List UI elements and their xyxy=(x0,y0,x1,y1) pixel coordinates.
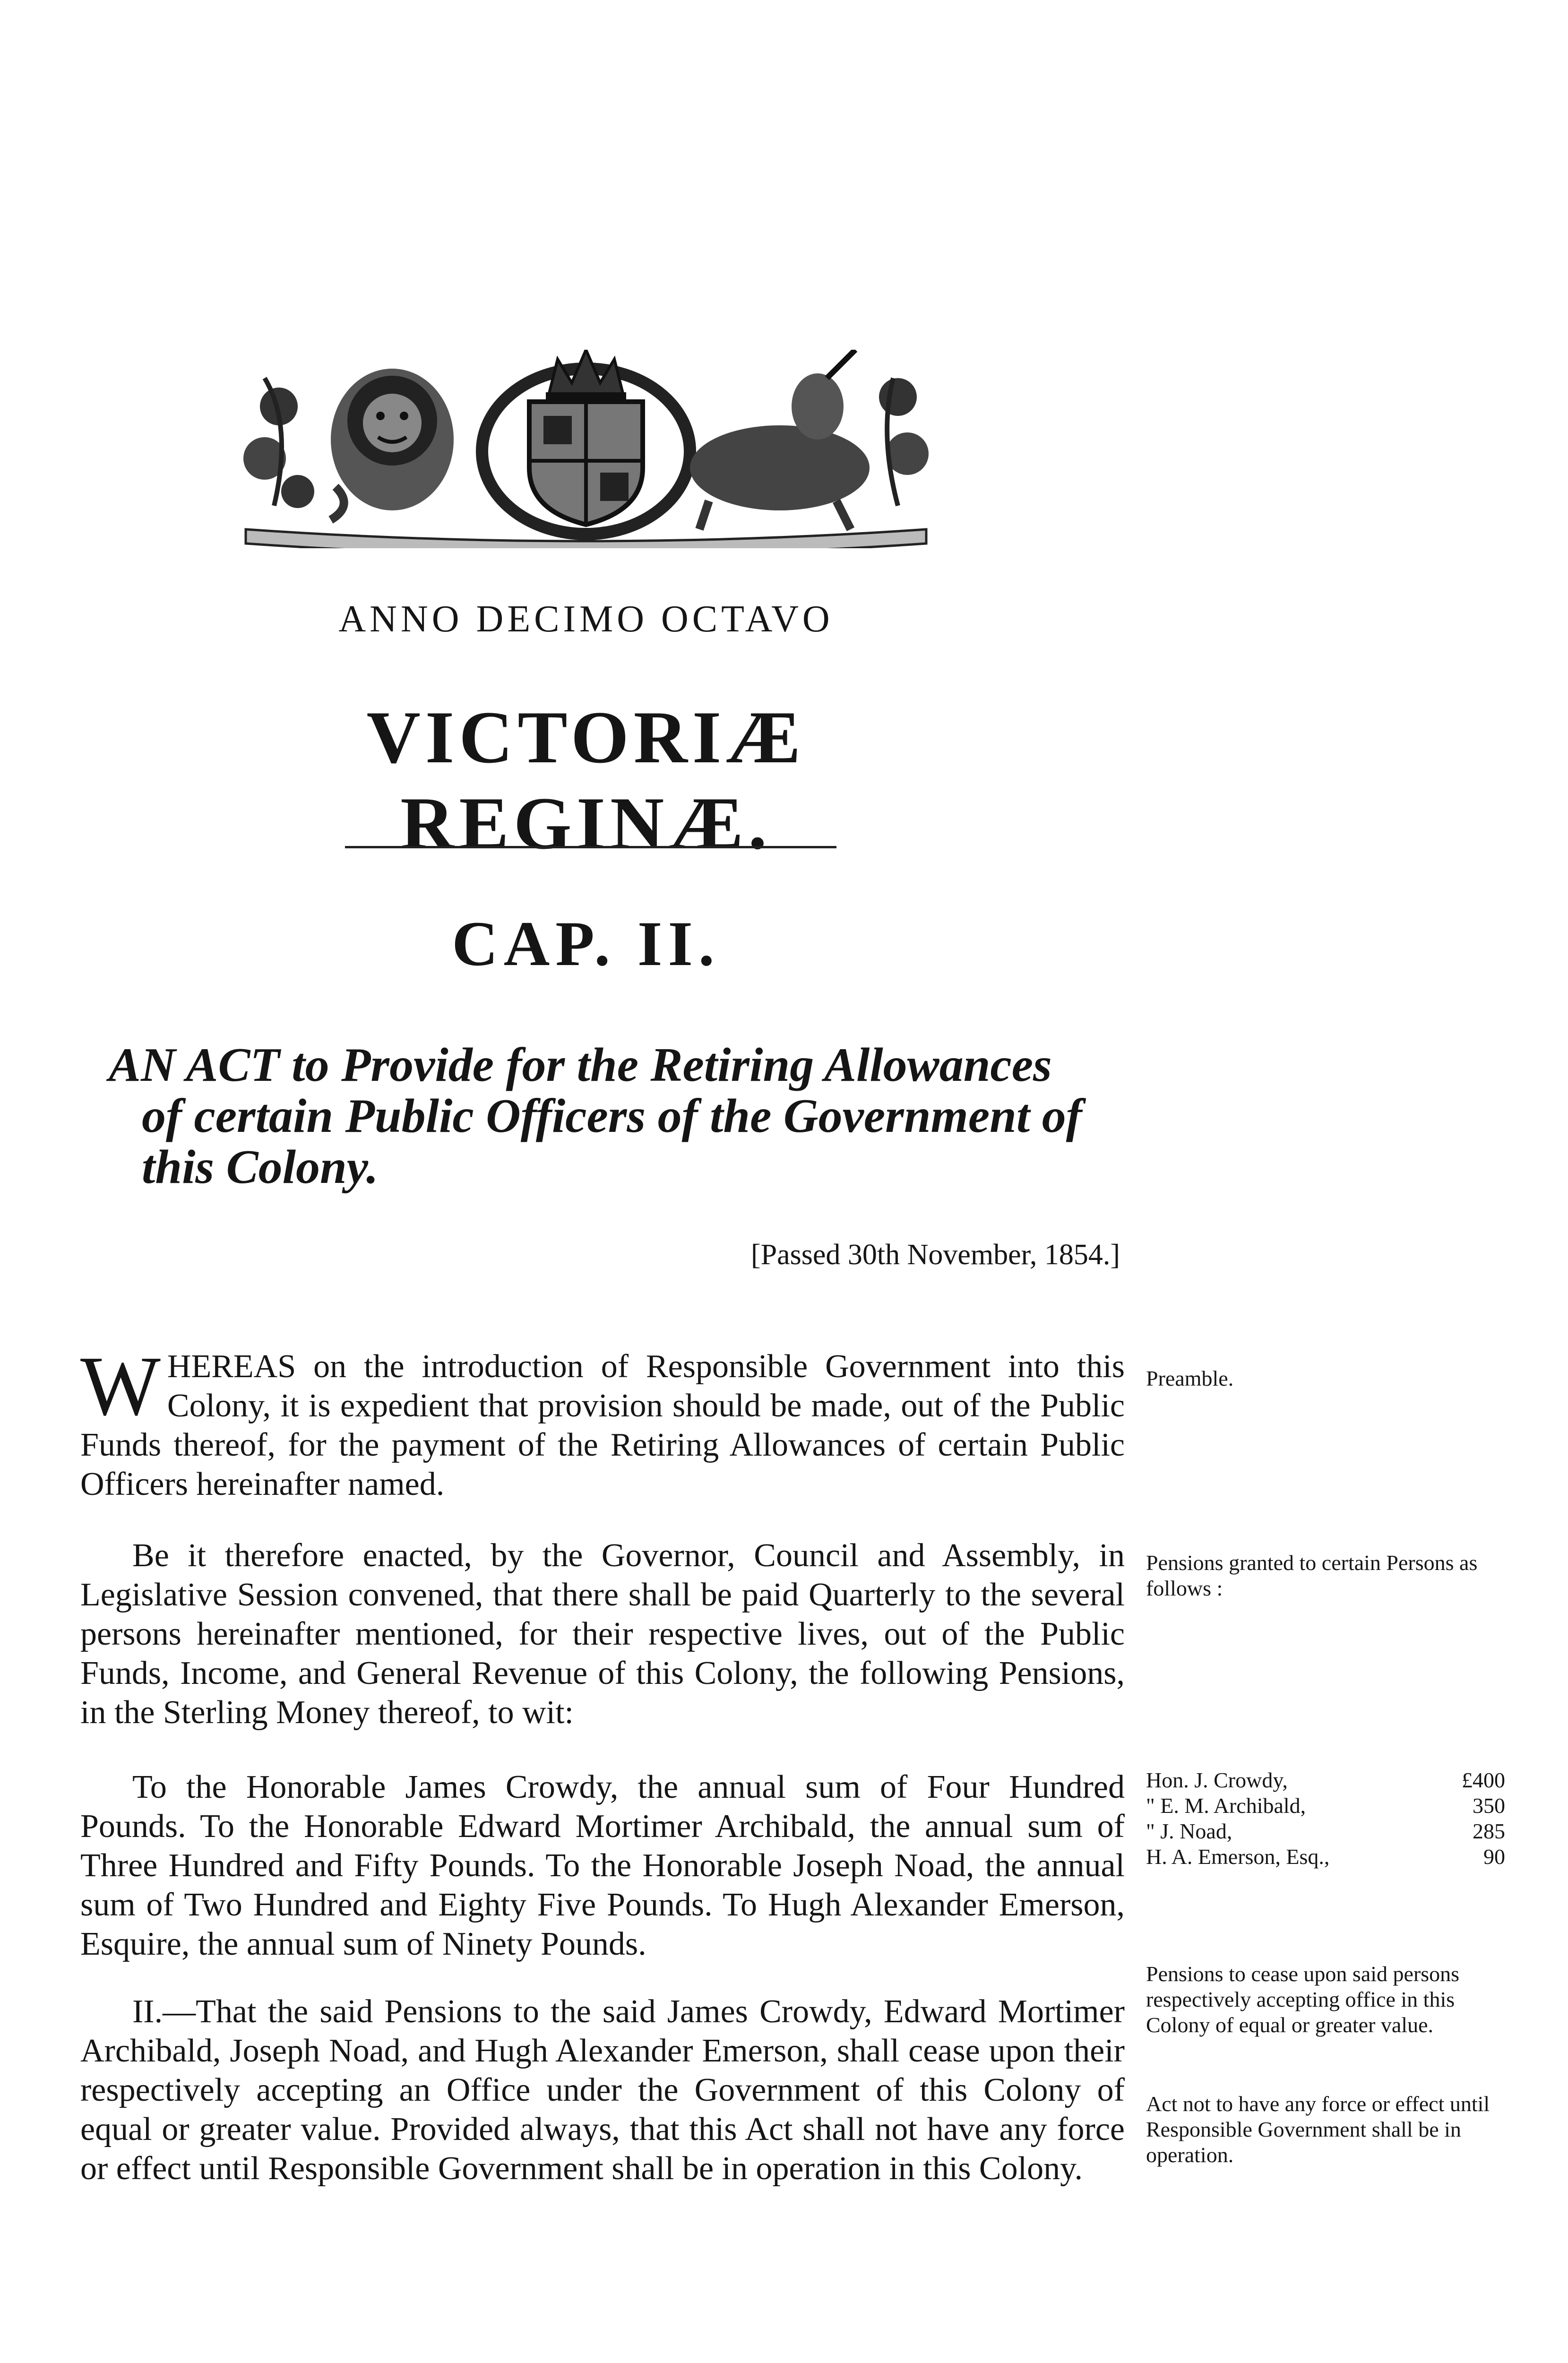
pensions-text: To the Honorable James Crowdy, the annual sum of Four Hundred Pounds. To the Honorable Edward Mortimer Archibald, the annual sum of Three Hundred and Fifty Pounds. To the Honorable Joseph Noad, the annual sum of Two Hundred and Eighty Five Pounds. To Hugh Alexander Emerson, Esquire, the annual sum of Ninety Pounds. xyxy=(80,1769,1125,1962)
act-title-line-2: of certain Public Officers of the Government of xyxy=(142,1089,1082,1143)
pension-name: Hon. J. Crowdy, xyxy=(1146,1768,1288,1792)
rose-foliage-icon xyxy=(243,378,314,508)
pension-row xyxy=(1146,1819,1505,1844)
margin-note-preamble: Preamble. xyxy=(1146,1366,1234,1390)
margin-note-not-in-force: Act not to have any force or effect until Responsible Government shall be in operation. xyxy=(1146,2092,1490,2167)
pension-amount: 285 xyxy=(1473,1819,1505,1843)
thistle-foliage-icon xyxy=(879,378,929,506)
pension-amount: £400 xyxy=(1462,1768,1505,1792)
drop-cap: W xyxy=(80,1339,161,1433)
pensions-paragraph xyxy=(80,1768,1125,1964)
enacting-text: Be it therefore enacted, by the Governor, Council and Assembly, in Legislative Session convened, that there shall be paid Quarterly to the several persons hereinafter mentioned, for their respective lives, out of the Public Funds, Income, and General Revenue of this Colony, the following Pensions, in the Sterling Money thereof, to wit: xyxy=(80,1537,1125,1731)
regnal-title: VICTORIÆ REGINÆ. xyxy=(366,696,806,865)
margin-note-cease: Pensions to cease upon said persons respectively accepting office in this Colony of equal or greater value. xyxy=(1146,1962,1460,2037)
pension-row xyxy=(1146,1844,1505,1870)
preamble-paragraph xyxy=(80,1339,1125,1504)
pension-name: " E. M. Archibald, xyxy=(1146,1794,1306,1818)
pension-row xyxy=(1146,1793,1505,1819)
royal-coat-of-arms xyxy=(236,350,936,548)
divider xyxy=(345,846,836,848)
act-title xyxy=(109,1040,1158,1193)
pension-row xyxy=(1146,1768,1505,1793)
act-title-line-3: this Colony. xyxy=(142,1140,379,1194)
act-title-line-1: AN ACT to Provide for the Retiring Allowances xyxy=(109,1038,1052,1092)
pension-amount: 350 xyxy=(1473,1794,1505,1818)
pension-amount: 90 xyxy=(1483,1845,1505,1869)
passed-date: [Passed 30th November, 1854.] xyxy=(751,1239,1120,1271)
pension-name: " J. Noad, xyxy=(1146,1819,1232,1843)
lion-supporter-icon xyxy=(331,369,454,520)
enacting-paragraph xyxy=(80,1536,1125,1732)
margin-note-pensions-granted: Pensions granted to certain Persons as follows : xyxy=(1146,1551,1478,1600)
preamble-text: HEREAS on the introduction of Responsible Government into this Colony, it is expedient that provision should be made, out of the Public Funds thereof, for the payment of the Retiring Allowances of certain Public Officers hereinafter named. xyxy=(80,1348,1125,1502)
pension-name: H. A. Emerson, Esq., xyxy=(1146,1845,1330,1869)
unicorn-supporter-icon xyxy=(690,350,870,529)
section-two-paragraph xyxy=(80,1992,1125,2188)
section-two-text: II.—That the said Pensions to the said James Crowdy, Edward Mortimer Archibald, Joseph Noad, and Hugh Alexander Emerson, shall cease upon their respectively accepting an Office under the Government of this Colony of equal or greater value. Provided always, that this Act shall not have any force or effect until Responsible Government shall be in operation in this Colony. xyxy=(80,1993,1125,2187)
margin-note-pension-list xyxy=(1146,1768,1505,1870)
chapter-heading: CAP. II. xyxy=(452,909,720,979)
crown-icon xyxy=(546,350,626,403)
anno-line: ANNO DECIMO OCTAVO xyxy=(338,598,834,640)
